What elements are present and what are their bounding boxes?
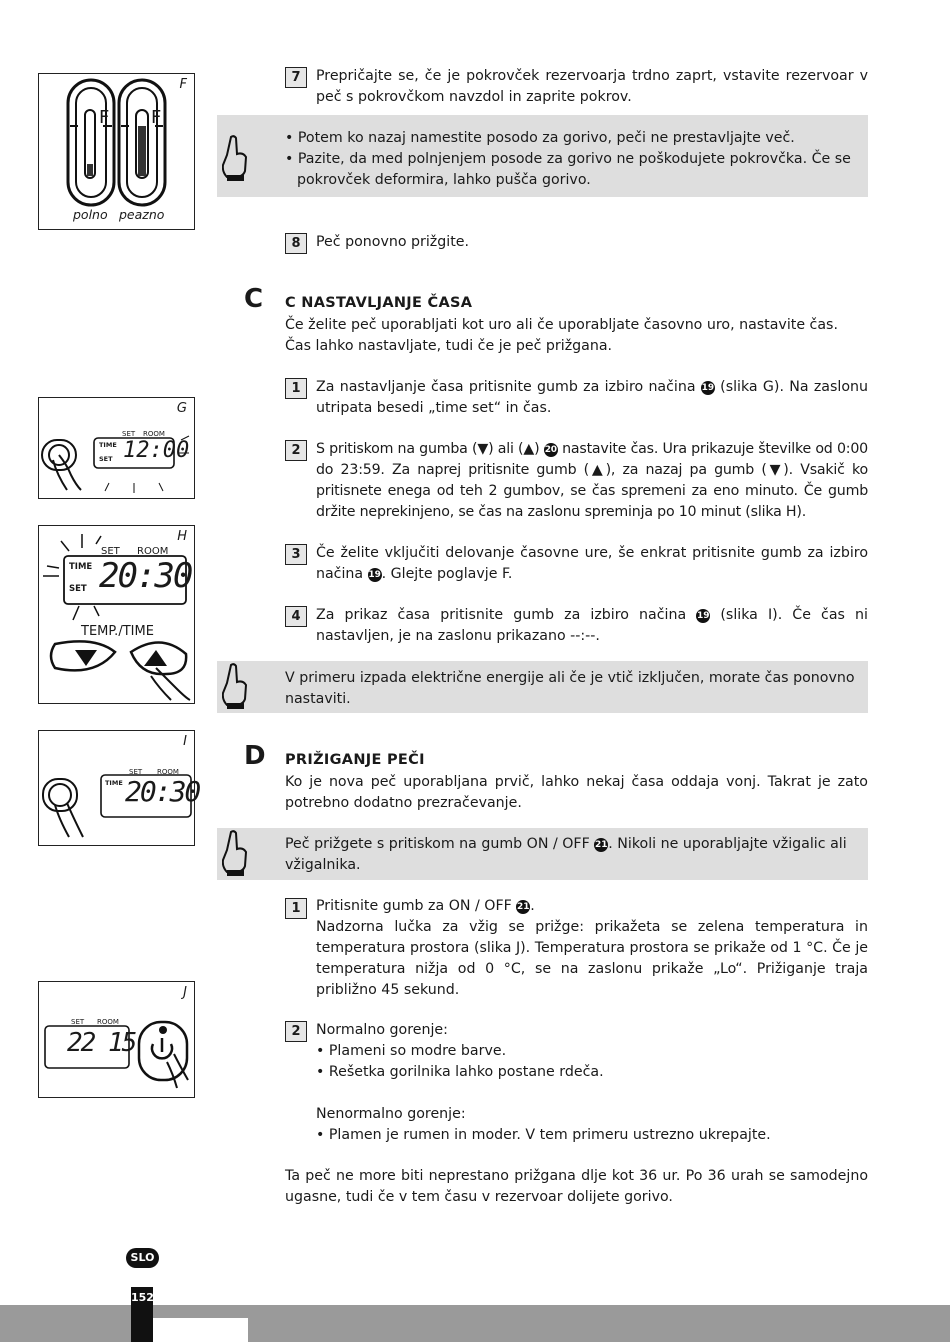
burning-normal-heading: Normalno gorenje: — [316, 1022, 448, 1038]
step-number: 2 — [285, 440, 307, 461]
page-number: 152 — [131, 1291, 154, 1304]
step-text — [316, 377, 868, 419]
lcd-set-lower: SET — [99, 455, 113, 463]
figure-f — [38, 73, 195, 230]
lcd-time: TIME — [105, 779, 123, 787]
figure-g — [38, 397, 195, 499]
step-text-part: (slika G). Na zaslonu utripata besedi „time set“ in čas. — [316, 379, 868, 416]
lcd-set: SET — [129, 768, 143, 776]
reference-number: 20 — [544, 445, 557, 455]
reference-number: 19 — [701, 383, 715, 393]
figure-label: G — [176, 401, 187, 416]
step-text-part: Če želite vključiti delovanje časovne ure, še enkrat pritisnite gumb za izbiro načina — [316, 545, 868, 582]
section-title: C NASTAVLJANJE ČASA — [285, 295, 473, 311]
pointing-hand-icon — [222, 135, 248, 183]
bullet: • Plameni so modre barve. — [316, 1043, 507, 1059]
step-text-part: (slika I). Če čas ni nastavljen, je na zaslonu prikazano --:--. — [316, 607, 868, 644]
lcd-time: TIME — [99, 441, 117, 449]
gauge-letter-full: F — [99, 107, 110, 128]
note-text: V primeru izpada električne energije ali če je vtič izključen, morate čas ponovno nastaviti. — [285, 670, 855, 707]
note-bullets — [285, 128, 860, 191]
step-number: 2 — [285, 1021, 307, 1042]
lcd-room: ROOM — [137, 546, 169, 557]
lcd-time: TIME — [69, 562, 93, 572]
note-text-part: Peč prižgete s pritiskom na gumb ON / OFF — [285, 836, 595, 852]
step-text-part: Pritisnite gumb za ON / OFF — [316, 898, 517, 914]
figure-label: H — [177, 529, 187, 544]
note-bullet: • Potem ko nazaj namestite posodo za gorivo, peči ne prestavljajte več. — [285, 130, 795, 146]
step-text-part: Za prikaz časa pritisnite gumb za izbiro načina — [316, 607, 697, 623]
note-text-part: . Nikoli ne uporabljajte vžigalic ali vžigalnika. — [285, 836, 847, 873]
figure-label: J — [183, 985, 187, 1000]
section-intro: Ko je nova peč uporabljana prvič, lahko nekaj časa oddaja vonj. Takrat je zato potrebno dodatno prezračevanje. — [285, 774, 868, 811]
reference-number: 21 — [517, 902, 530, 912]
lcd-room: ROOM — [143, 430, 165, 438]
caption-empty: peazno — [119, 207, 165, 222]
step-number: 8 — [285, 233, 307, 254]
lcd-digits: 20:30 — [99, 556, 192, 596]
buttons-label: TEMP./TIME — [81, 624, 154, 639]
step-text — [316, 543, 868, 585]
lcd-digits: 12:00 — [123, 438, 190, 463]
step-text-part: nastavite čas. Ura prikazuje številke od 0:00 do 23:59. Za naprej pritisnite gumb (▲), za nazaj pa gumb (▼). Vsakič ko pritisnete enega od teh 2 gumbov, se čas spremeni za eno minuto. Če gumb držite neprekinjeno, se čas na zaslonu spreminja po 10 minut (slika H). — [316, 441, 868, 520]
step-text: Prepričajte se, če je pokrovček rezervoarja trdno zaprt, vstavite rezervoar v peč s pokrovčkom navzdol in zaprite pokrov. — [316, 68, 868, 105]
note-bullet: • Pazite, da med polnjenjem posode za gorivo ne poškodujete pokrovčka. Če se pokrovček deformira, lahko pušča gorivo. — [285, 151, 851, 188]
section-letter: D — [244, 741, 266, 771]
pointing-hand-icon — [222, 830, 248, 878]
step-number: 4 — [285, 606, 307, 627]
step-number: 7 — [285, 67, 307, 88]
lcd-set-lower: SET — [69, 584, 87, 594]
note-text — [285, 834, 860, 876]
step-text-part: S pritiskom na gumba (▼) ali (▲) — [316, 441, 544, 457]
step-text-part: . — [530, 898, 535, 914]
gauge-letter-empty: F — [151, 107, 162, 128]
section-title: PRIŽIGANJE PEČI — [285, 752, 425, 768]
section-letter: C — [244, 284, 264, 314]
step-text — [316, 896, 868, 1001]
fuel-gauge-illustration — [39, 74, 194, 214]
reference-number: 21 — [595, 840, 608, 850]
step-text-part: Nadzorna lučka za vžig se prižge: prikažeta se zelena temperatura in temperatura prostora (slika J). Temperatura prostora se prikaže od 1 °C. Če je temperatura nižja od 0 °C, se na zaslonu prikaže „Lo“. Prižiganje traja približno 45 sekund. — [316, 919, 868, 998]
lcd-set: SET — [71, 1018, 85, 1026]
section-intro: Če želite peč uporabljati kot uro ali če uporabljate časovno uro, nastavite čas. Čas lahko nastavljate, tudi če je peč prižgana. — [285, 317, 838, 354]
caption-full: polno — [73, 207, 108, 222]
step-text — [316, 1020, 868, 1146]
bullet: • Rešetka gorilnika lahko postane rdeča. — [316, 1064, 604, 1080]
figure-i — [38, 730, 200, 846]
figure-j — [38, 981, 195, 1098]
step-text-part: Za nastavljanje časa pritisnite gumb za izbiro načina — [316, 379, 701, 395]
closing-paragraph: Ta peč ne more biti neprestano prižgana dlje kot 36 ur. Po 36 urah se samodejno ugasne, tudi če v tem času v rezervoar dolijete gorivo. — [285, 1168, 868, 1205]
figure-label: F — [179, 77, 187, 92]
step-text-part: . Glejte poglavje F. — [381, 566, 513, 582]
figure-label: I — [183, 734, 187, 749]
lcd-set: SET — [101, 546, 120, 557]
step-number: 3 — [285, 544, 307, 565]
lcd-set: SET — [122, 430, 136, 438]
language-code: SLO — [130, 1251, 155, 1264]
figure-h — [38, 525, 195, 704]
bullet: • Plamen je rumen in moder. V tem primeru ustrezno ukrepajte. — [316, 1127, 771, 1143]
step-text — [316, 439, 868, 523]
step-number: 1 — [285, 378, 307, 399]
lcd-digits: 22 15 — [67, 1028, 136, 1058]
lcd-room: ROOM — [157, 768, 179, 776]
reference-number: 19 — [697, 611, 710, 621]
step-number: 1 — [285, 898, 307, 919]
step-text: Peč ponovno prižgite. — [316, 234, 470, 250]
reference-number: 19 — [368, 570, 381, 580]
pointing-hand-icon — [222, 663, 248, 711]
burning-abnormal-heading: Nenormalno gorenje: — [316, 1106, 466, 1122]
footer-white-strip — [153, 1318, 248, 1342]
language-badge — [126, 1248, 159, 1268]
lcd-room: ROOM — [97, 1018, 119, 1026]
lcd-digits: 20:30 — [125, 775, 200, 808]
step-text — [316, 605, 868, 647]
